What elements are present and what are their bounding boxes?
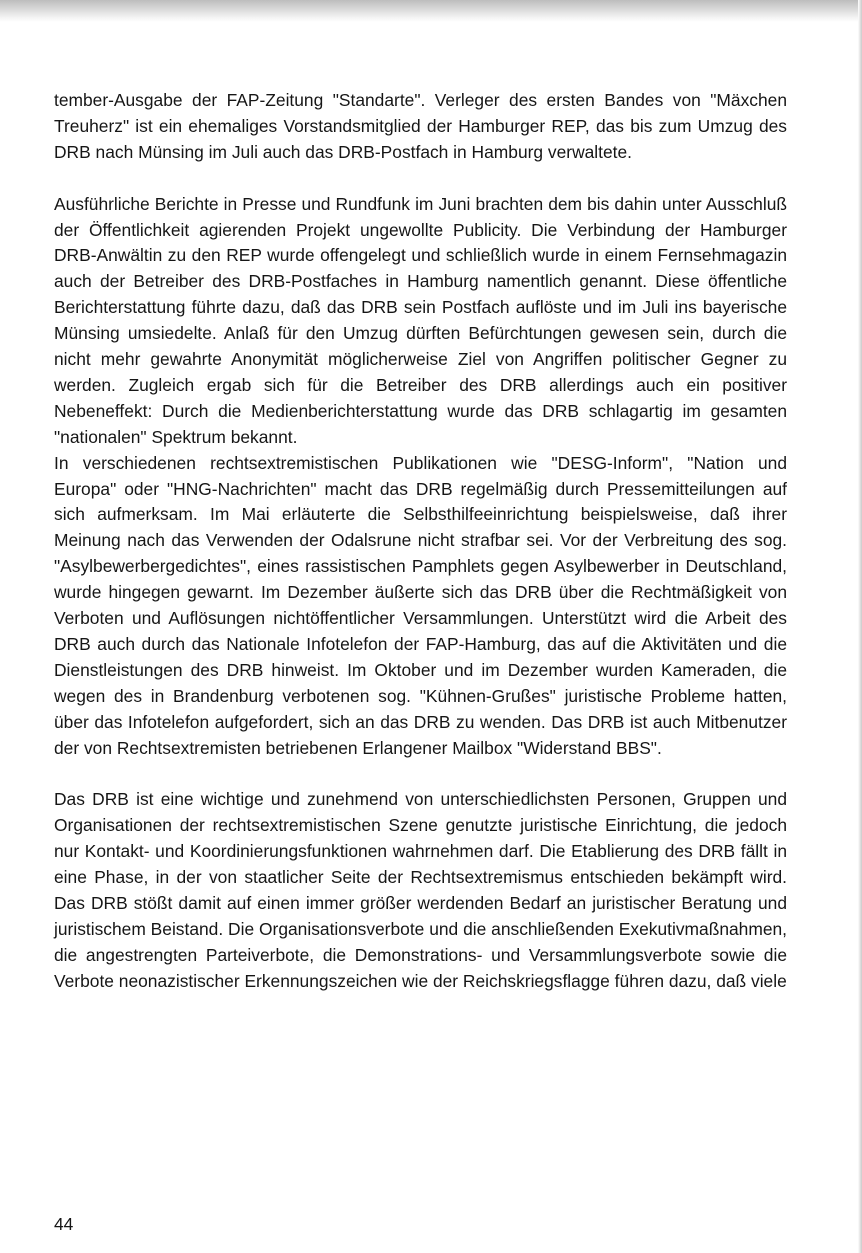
- body-text: [54, 88, 787, 995]
- scan-top-shadow: [0, 0, 862, 22]
- paragraph-3: In verschiedenen rechtsextremistischen Publikationen wie "DESG-Inform", "Nation und Europa" oder "HNG-Nachrichten" macht das DRB regelmäßig durch Pressemitteilungen auf sich aufmerksam. Im Mai erläuterte die Selbsthilfeeinrichtung beispielsweise, daß ihrer Meinung nach das Verwenden der Odalsrune nicht strafbar sei. Vor der Verbreitung des sog. "Asylbewerbergedichtes", eines rassistischen Pamphlets gegen Asylbewerber in Deutschland, wurde hingegen gewarnt. Im Dezember äußerte sich das DRB über die Rechtmäßigkeit von Verboten und Auflösungen nichtöffentlicher Versammlungen. Unterstützt wird die Arbeit des DRB auch durch das Nationale Infotelefon der FAP-Hamburg, das auf die Aktivitäten und die Dienstleistungen des DRB hinweist. Im Oktober und im Dezember wurden Kameraden, die wegen des in Brandenburg verbotenen sog. "Kühnen-Grußes" juristische Probleme hatten, über das Infotelefon aufgefordert, sich an das DRB zu wenden. Das DRB ist auch Mitbenutzer der von Rechtsextremisten betriebenen Erlangener Mailbox "Widerstand BBS".: [54, 452, 787, 758]
- page-number: 44: [54, 1214, 74, 1234]
- paragraph-2: Ausführliche Berichte in Presse und Rundfunk im Juni brachten dem bis dahin unter Ausschluß der Öffentlichkeit agierenden Projekt ungewollte Publicity. Die Verbindung der Hamburger DRB-Anwältin zu den REP wurde offengelegt und schließlich wurde in einem Fernsehmagazin auch der Betreiber des DRB-Postfaches in Hamburg namentlich genannt. Diese öffentliche Berichterstattung führte dazu, daß das DRB sein Postfach auflöste und im Juli ins bayerische Münsing umsiedelte. Anlaß für den Umzug dürften Befürchtungen gewesen sein, durch die nicht mehr gewahrte Anonymität möglicherweise Ziel von Angriffen politischer Gegner zu werden. Zugleich ergab sich für die Betreiber des DRB allerdings auch ein positiver Nebeneffekt: Durch die Medienberichterstattung wurde das DRB schlagartig im gesamten "nationalen" Spektrum bekannt.: [54, 193, 787, 447]
- paragraph-4: Das DRB ist eine wichtige und zunehmend von unterschiedlichsten Personen, Gruppen und Organisationen der rechtsextremistischen Szene genutzte juristische Einrichtung, die jedoch nur Kontakt- und Koordinierungsfunktionen wahrnehmen darf. Die Etablierung des DRB fällt in eine Phase, in der von staatlicher Seite der Rechtsextremismus entschieden bekämpft wird. Das DRB stößt damit auf einen immer größer werdenden Bedarf an juristischer Beratung und juristischem Beistand. Die Organisationsverbote und die anschließenden Exekutivmaßnahmen, die angestrengten Parteiverbote, die Demonstrations- und Versammlungsverbote sowie die Verbote neonazistischer Erkennungszeichen wie der Reichskriegsflagge führen dazu, daß viele: [54, 789, 787, 991]
- scan-right-edge: [858, 0, 862, 1253]
- paragraph-1: tember-Ausgabe der FAP-Zeitung "Standarte". Verleger des ersten Bandes von "Mäxchen Treuherz" ist ein ehemaliges Vorstandsmitglied der Hamburger REP, das bis zum Umzug des DRB nach Münsing im Juli auch das DRB-Postfach in Hamburg verwaltete.: [54, 90, 787, 162]
